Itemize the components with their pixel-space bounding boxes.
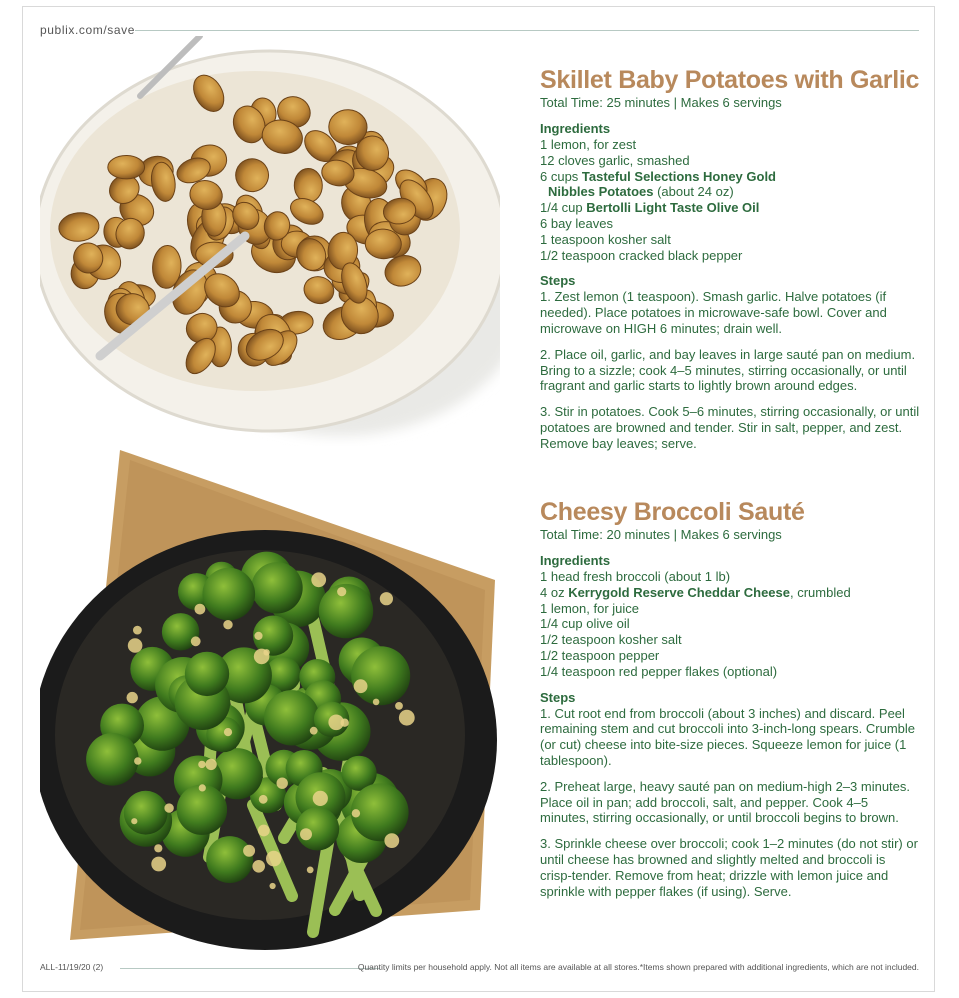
cheese-crumb — [313, 791, 328, 806]
cheese-crumb — [243, 845, 255, 857]
cheese-crumb — [252, 860, 265, 873]
cheese-crumb — [310, 727, 318, 735]
footer — [40, 962, 919, 976]
cheese-crumb — [128, 638, 143, 653]
ingredient-item: 6 bay leaves — [540, 215, 613, 231]
broccoli-floret — [251, 562, 302, 613]
cheese-crumb — [311, 572, 326, 587]
step-item: 3. Stir in potatoes. Cook 5–6 minutes, stirring occasionally, or until potatoes are browned and tender. Stir in salt, pepper, and zest. Remove bay leaves; serve. — [540, 404, 920, 451]
ingredient-item: 4 oz Kerrygold Reserve Cheddar Cheese, crumbled — [540, 584, 851, 600]
ingredient-item: 1 teaspoon kosher salt — [540, 231, 671, 247]
cheese-crumb — [300, 828, 312, 840]
ingredients-list — [540, 569, 920, 680]
broccoli-floret — [177, 785, 227, 835]
cheese-crumb — [133, 626, 142, 635]
recipe-broccoli — [540, 497, 920, 909]
footer-disclaimer: Quantity limits per household apply. Not all items are available at all stores.*Items shown prepared with additional ingredients, which are not included. — [357, 962, 919, 972]
broccoli-photo — [40, 440, 500, 955]
cheese-crumb — [205, 759, 216, 770]
broccoli-floret — [185, 652, 229, 696]
cheese-crumb — [191, 636, 201, 646]
cheese-crumb — [373, 699, 380, 706]
cheese-crumb — [258, 825, 270, 837]
header-rule — [135, 30, 919, 31]
broccoli-floret — [296, 807, 339, 850]
cheese-crumb — [270, 883, 276, 889]
step-item: 2. Place oil, garlic, and bay leaves in large sauté pan on medium. Bring to a sizzle; cook 4–5 minutes, stirring occasionally, or until fragrant and garlic starts to lightly brown around edges. — [540, 346, 916, 394]
recipe-title: Cheesy Broccoli Sauté — [540, 498, 805, 526]
ingredient-item: 1 lemon, for juice — [540, 600, 639, 616]
ingredient-item: 1/2 teaspoon pepper — [540, 647, 660, 663]
steps-heading: Steps — [540, 689, 576, 705]
cheese-crumb — [399, 710, 415, 726]
cheese-crumb — [354, 679, 368, 693]
step-item: 2. Preheat large, heavy sauté pan on medium-high 2–3 minutes. Place oil in pan; add broccoli, salt, and pepper. Cook 4–5 minutes, stirring occasionally, or until broccoli begins to brown. — [540, 778, 911, 826]
broccoli-floret — [124, 791, 168, 835]
cheese-crumb — [277, 778, 288, 789]
ingredient-item: 1/4 cup olive oil — [540, 616, 630, 632]
cheese-crumb — [198, 761, 205, 768]
cheese-crumb — [151, 857, 166, 872]
recipe-title: Skillet Baby Potatoes with Garlic — [540, 66, 920, 94]
site-url[interactable]: publix.com/save — [40, 23, 136, 37]
broccoli-floret — [351, 646, 410, 705]
broccoli-floret — [206, 836, 253, 883]
recipe-potatoes — [540, 65, 920, 462]
ingredients-list — [540, 137, 920, 263]
cheese-crumb — [337, 587, 346, 596]
potatoes-photo — [40, 36, 500, 446]
cheese-crumb — [380, 592, 393, 605]
broccoli-floret — [203, 568, 256, 621]
step-item: 1. Cut root end from broccoli (about 3 inches) and discard. Peel remaining stem and cut broccoli into 3-inch-long spears. Crumble (or cut) cheese into bite-size pieces. Squeeze lemon for juice (1 tablespoon). — [540, 705, 916, 768]
broccoli-floret — [86, 733, 139, 786]
ingredient-item: 1 lemon, for zest — [540, 137, 637, 152]
cheese-crumb — [164, 803, 173, 812]
cheese-crumb — [266, 851, 282, 867]
recipe-meta: Total Time: 20 minutes | Makes 6 servings — [540, 527, 782, 542]
cheese-crumb — [154, 844, 162, 852]
potato-shape — [108, 156, 145, 179]
cheese-crumb — [195, 604, 206, 615]
footer-code: ALL-11/19/20 (2) — [40, 962, 104, 972]
ingredient-item: 1/4 teaspoon red pepper flakes (optional) — [540, 663, 778, 679]
cheese-crumb — [307, 867, 314, 874]
cheese-crumb — [395, 702, 403, 710]
ingredient-item: 1/2 teaspoon kosher salt — [540, 632, 682, 648]
cheese-crumb — [127, 692, 138, 703]
cheese-crumb — [223, 620, 232, 629]
cheese-crumb — [134, 757, 141, 764]
ingredients-heading: Ingredients — [540, 121, 611, 136]
ingredient-item: 1/4 cup Bertolli Light Taste Olive Oil — [540, 200, 760, 216]
recipe-meta: Total Time: 25 minutes | Makes 6 servings — [540, 95, 782, 110]
cheese-crumb — [199, 784, 206, 791]
step-item: 1. Zest lemon (1 teaspoon). Smash garlic. Halve potatoes (if needed). Place potatoes in microwave-safe bowl. Cover and microwave on HIGH 6 minutes; drain well. — [540, 289, 887, 336]
ingredient-item: 1/2 teaspoon cracked black pepper — [540, 247, 743, 263]
cheese-crumb — [263, 649, 269, 655]
cheese-crumb — [328, 715, 344, 731]
ingredients-heading: Ingredients — [540, 553, 611, 568]
cheese-crumb — [131, 818, 137, 824]
ingredient-item: 1 head fresh broccoli (about 1 lb) — [540, 569, 731, 584]
cheese-crumb — [259, 795, 268, 804]
ingredient-item: 12 cloves garlic, smashed — [540, 152, 690, 168]
cheese-crumb — [352, 809, 360, 817]
cheese-crumb — [224, 728, 232, 736]
broccoli-floret — [264, 690, 319, 745]
steps-heading: Steps — [540, 273, 576, 289]
ingredient-item: Nibbles Potatoes (about 24 oz) — [548, 184, 734, 200]
ingredient-item: 6 cups Tasteful Selections Honey Gold — [540, 168, 776, 184]
potato-shape — [294, 168, 323, 202]
cheese-crumb — [384, 833, 399, 848]
cheese-crumb — [254, 632, 262, 640]
footer-rule — [120, 968, 380, 969]
step-item: 3. Sprinkle cheese over broccoli; cook 1–2 minutes (do not stir) or until cheese has browned and slightly melted and broccoli is crisp-tender. Remove from heat; drizzle with lemon juice and sprinkle with pepper flakes (if using). Serve. — [540, 836, 918, 899]
